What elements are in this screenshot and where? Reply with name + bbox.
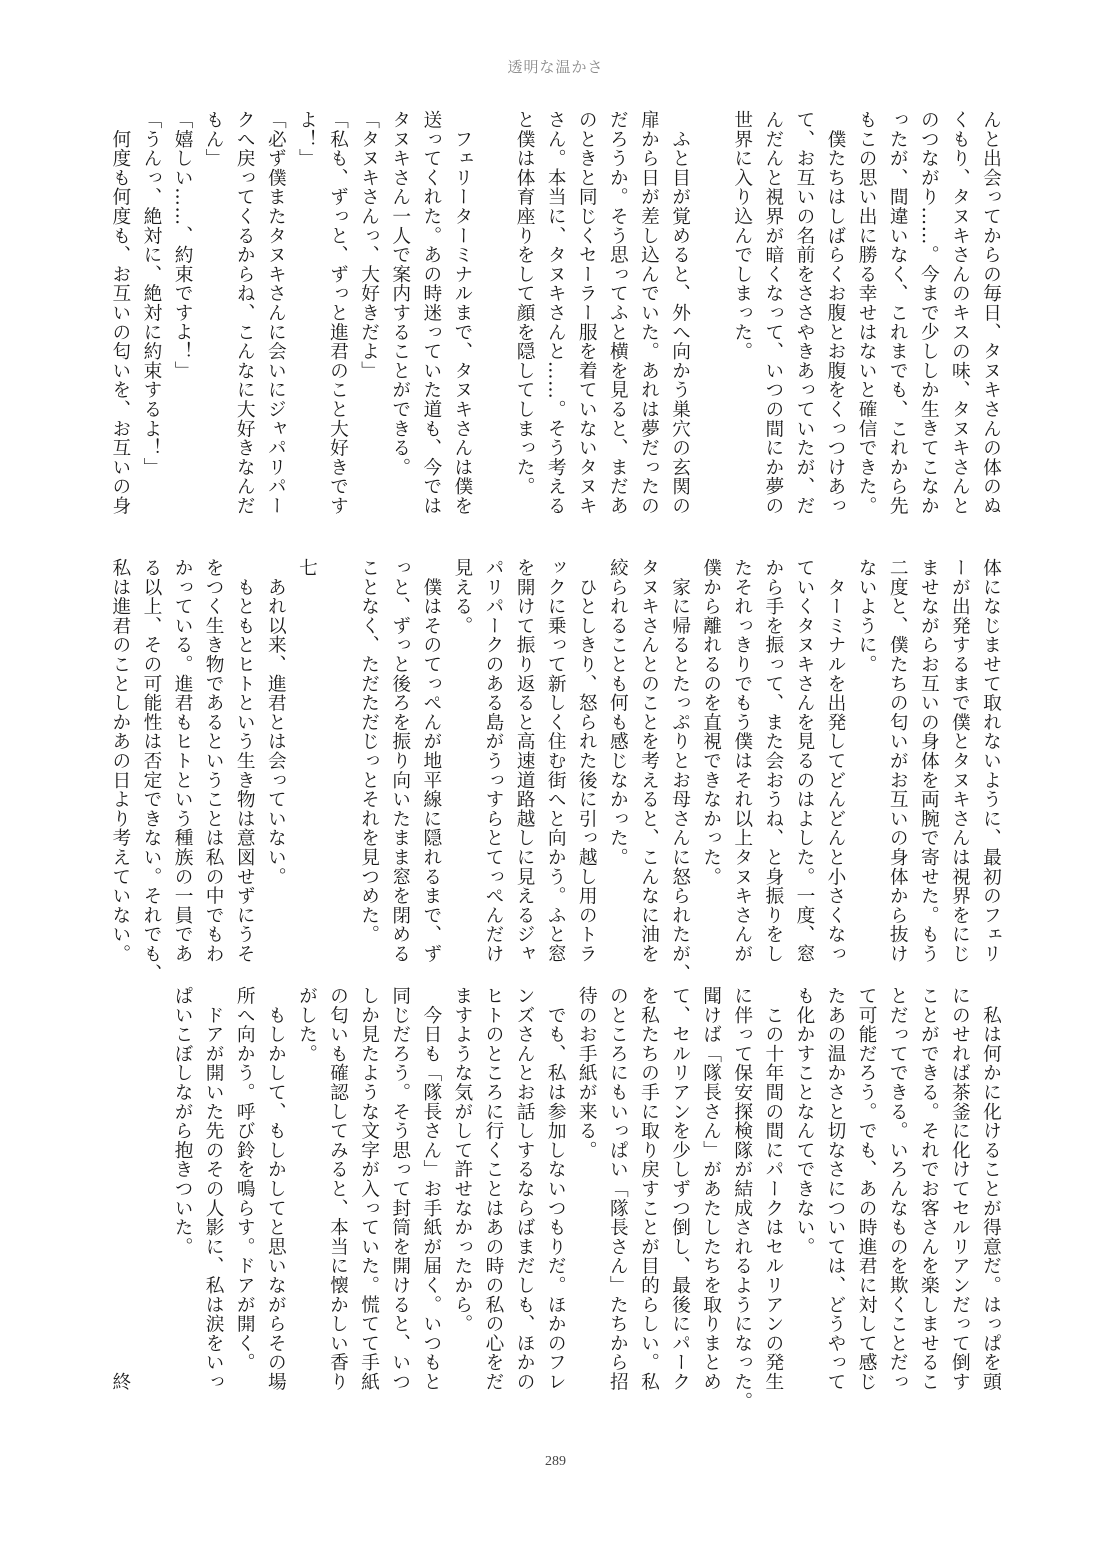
text-line: 「嬉しい……、約束ですよ！」 xyxy=(171,110,193,381)
text-line: 「うんっ、絶対に、絶対に約束するよ！」 xyxy=(140,110,162,477)
text-line: パリパークのある島がうっすらとてっぺんだけ xyxy=(482,558,504,964)
text-line: もこの思い出に勝る幸せはないと確信できた。 xyxy=(855,110,877,516)
text-line: もしかして、もしかしてと思いながらその場 xyxy=(264,986,286,1392)
text-line: 見える。 xyxy=(451,558,473,636)
text-line: ますような気がして許せなかったから。 xyxy=(451,986,473,1334)
text-line: ことなく、ただただじっとそれを見つめた。 xyxy=(358,558,380,944)
text-line: タヌキさんとのことを考えると、こんなに油を xyxy=(637,558,659,964)
text-band-middle xyxy=(109,558,1006,983)
text-line: ことができる。それでお客さんを楽しませるこ xyxy=(917,986,939,1392)
text-line: 家に帰るとたっぷりとお母さんに怒られたが、 xyxy=(669,558,691,983)
text-line: を開けて振り返ると高速道路越しに見えるジャ xyxy=(513,558,535,964)
text-line: たあの温かさと切なさについては、どうやって xyxy=(824,986,846,1392)
text-line: ヒトのところに行くことはあの時の私の心をだ xyxy=(482,986,504,1392)
text-line xyxy=(322,558,353,958)
text-line: とだってできる。いろんなものを欺くことだっ xyxy=(886,986,908,1392)
text-line: もともとヒトという生き物は意図せずにうそ xyxy=(233,558,255,964)
text-line: ないように。 xyxy=(855,558,877,674)
text-line: ターミナルを出発してどんどんと小さくなっ xyxy=(824,558,846,964)
text-line: タヌキさん一人で案内することができる。 xyxy=(389,110,411,477)
text-line: くもり、タヌキさんのキスの味、タヌキさんと xyxy=(948,110,970,516)
text-line: がした。 xyxy=(295,986,317,1064)
page-number: 289 xyxy=(545,1454,566,1469)
text-line: と僕は体育座りをして顔を隠してしまった。 xyxy=(513,110,535,496)
text-line: しか見たような文字が入っていた。慌てて手紙 xyxy=(358,986,380,1392)
text-line: 今日も「隊長さん」お手紙が届く。いつもと xyxy=(420,986,442,1392)
text-line: ませながらお互いの身体を両腕で寄せた。もう xyxy=(917,558,939,964)
text-line: あれ以来、進君とは会っていない。 xyxy=(264,558,286,887)
text-line: 七 xyxy=(295,558,317,578)
text-line: クへ戻ってくるからね、こんなに大好きなんだ xyxy=(233,110,255,516)
text-line: 僕から離れるのを直視できなかった。 xyxy=(700,558,722,887)
text-line: 僕たちはしばらくお腹とお腹をくっつけあっ xyxy=(824,110,846,516)
text-line xyxy=(135,986,166,1396)
text-line: ひとしきり、怒られた後に引っ越し用のトラ xyxy=(575,558,597,964)
text-line xyxy=(477,110,508,522)
text-line: 同じだろう。そう思って封筒を開けると、いつ xyxy=(389,986,411,1392)
text-line: ドアが開いた先のその人影に、私は涙をいっ xyxy=(202,986,224,1392)
text-line: 二度と、僕たちの匂いがお互いの身体から抜け xyxy=(886,558,908,964)
text-line: ったが、間違いなく、これまでも、これから先 xyxy=(886,110,908,516)
text-line: 何度も何度も、お互いの匂いを、お互いの身 xyxy=(109,110,131,516)
text-line: にのせれば茶釜に化けてセルリアンだって倒す xyxy=(948,986,970,1392)
text-line: んと出会ってからの毎日、タヌキさんの体のぬ xyxy=(980,110,1001,516)
text-band-top xyxy=(109,110,1006,522)
text-line: から手を振って、また会おうね、と身振りをし xyxy=(762,558,784,964)
text-line: 世界に入り込んでしまった。 xyxy=(731,110,753,361)
text-line: ていくタヌキさんを見るのはよした。一度、窓 xyxy=(793,558,815,964)
text-line: 「タヌキさんっ、大好きだよ」 xyxy=(358,110,380,381)
text-line: 「必ず僕またタヌキさんに会いにジャパリパー xyxy=(264,110,286,516)
text-line: ンズさんとお話しするならばまだしも、ほかの xyxy=(513,986,535,1392)
text-line: かっている。進君もヒトという種族の一員であ xyxy=(171,558,193,964)
running-title: 透明な温かさ xyxy=(507,58,604,76)
text-line: 私は進君のことしかあの日より考えていない。 xyxy=(109,558,131,964)
text-line: っと、ずっと後ろを振り向いたまま窓を閉める xyxy=(389,558,411,964)
text-line: 扉から日が差し込んでいた。あれは夢だったの xyxy=(637,110,659,516)
text-line: ックに乗って新しく住む街へと向かう。ふと窓 xyxy=(544,558,566,964)
text-line: 僕はそのてっぺんが地平線に隠れるまで、ず xyxy=(420,558,442,964)
text-line xyxy=(695,110,726,522)
text-line: よ！」 xyxy=(295,110,317,168)
text-line: る以上、その可能性は否定できない。それでも、 xyxy=(140,558,162,983)
text-line: を私たちの手に取り戻すことが目的らしい。私 xyxy=(637,986,659,1392)
text-line: 「私も、ずっと、ずっと進君のこと大好きです xyxy=(327,110,349,516)
text-line: さん。本当に、タヌキさんと……。そう考える xyxy=(544,110,566,516)
text-line: て、セルリアンを少しずつ倒し、最後にパーク xyxy=(669,986,691,1392)
text-line: んだんと視界が暗くなって、いつの間にか夢の xyxy=(762,110,784,516)
text-line: のところにもいっぱい「隊長さん」たちから招 xyxy=(606,986,628,1392)
text-band-bottom xyxy=(109,986,1006,1411)
text-line: もん」 xyxy=(202,110,224,168)
text-line: 待のお手紙が来る。 xyxy=(575,986,597,1160)
text-line: たそれっきりでもう僕はそれ以上タヌキさんが xyxy=(731,558,753,964)
text-line: ぱいこぼしながら抱きついた。 xyxy=(171,986,193,1257)
text-line: だろうか。そう思ってふと横を見ると、まだあ xyxy=(606,110,628,516)
text-line: この十年間の間にパークはセルリアンの発生 xyxy=(762,986,784,1392)
text-line: ーが出発するまで僕とタヌキさんは視界をにじ xyxy=(948,558,970,964)
text-line: のつながり……。今まで少ししか生きてこなか xyxy=(917,110,939,516)
text-line: をつく生き物であるということは私の中でもわ xyxy=(202,558,224,964)
text-line: 体になじませて取れないように、最初のフェリ xyxy=(980,558,1001,964)
text-line: でも、私は参加しないつもりだ。ほかのフレ xyxy=(544,986,566,1392)
text-line: も化かすことなんてできない。 xyxy=(793,986,815,1257)
text-line: に伴って保安探検隊が結成されるようになった。 xyxy=(731,986,753,1411)
text-line: 終 xyxy=(109,986,131,1392)
text-line: のときと同じくセーラー服を着ていないタヌキ xyxy=(575,110,597,516)
text-line: て可能だろう。でも、あの時進君に対して感じ xyxy=(855,986,877,1392)
text-line: 絞られることも何も感じなかった。 xyxy=(606,558,628,867)
text-line: 聞けば「隊長さん」があたしたちを取りまとめ xyxy=(700,986,722,1392)
text-line: 送ってくれた。あの時迷っていた道も、今では xyxy=(420,110,442,516)
text-line: の匂いも確認してみると、本当に懐かしい香り xyxy=(327,986,349,1392)
text-line: て、お互いの名前をささやきあっていたが、だ xyxy=(793,110,815,516)
text-line: フェリーターミナルまで、タヌキさんは僕を xyxy=(451,110,473,516)
text-line: 所へ向かう。呼び鈴を鳴らす。ドアが開く。 xyxy=(233,986,255,1372)
text-line: ふと目が覚めると、外へ向かう巣穴の玄関の xyxy=(669,110,691,516)
text-line: 私は何かに化けることが得意だ。はっぱを頭 xyxy=(980,986,1001,1392)
